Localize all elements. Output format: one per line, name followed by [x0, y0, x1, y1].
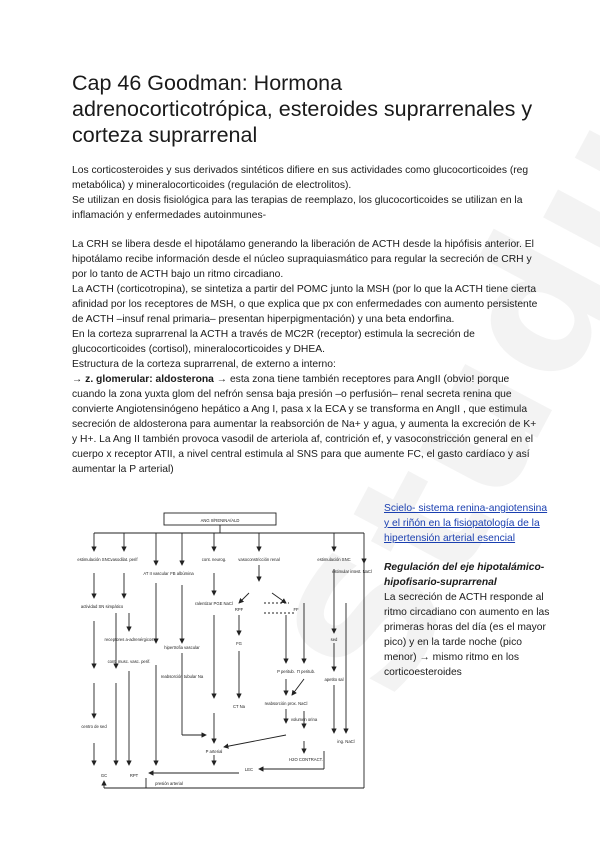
paragraph: La CRH se libera desde el hipotálamo generando la liberación de ACTH desde la hipófisis anterior. El hipotálamo recibe información desde el núcleo supraquiasmático para regular la secreción de CRH y por lo tanto de ACTH bajo un ritmo circadiano. [72, 239, 534, 280]
arrow-icon: → [72, 374, 83, 385]
paragraph: La ACTH (corticotropina), se sintetiza a partir del POMC junto la MSH (por lo que la ACTH tiene cierta afinidad por los receptores de MSH, o que explica que px con enfermedades con aumento persistente de ACTH –insuf renal primaria– presentan hiperpigmentación) y una beta endorfina. [72, 284, 538, 325]
diagram-label: vasodilat. perif [110, 557, 138, 562]
diagram-label: hipertrofia vascular [164, 645, 200, 650]
bold-term: z. glomerular: aldosterona [85, 374, 214, 385]
paragraph: Estructura de la corteza suprarrenal, de externo a interno: [72, 359, 336, 370]
diagram-label: cont. neurog. [201, 557, 227, 562]
page-title: Cap 46 Goodman: Hormona adrenocorticotrópica, esteroides suprarrenales y corteza suprarrenal [72, 71, 533, 147]
paragraph: Los corticosteroides y sus derivados sintéticos difiere en sus actividades como glucocorticoides (reg metabólica) y mineralocorticoides (regulación de electrolitos). [72, 165, 529, 191]
diagram-label: RPF [234, 607, 244, 612]
diagram-label: ANG II/RENINA/ALD [200, 518, 240, 523]
sidebar-subtitle: Regulación del eje hipotalámico-hipofisario-suprarrenal [384, 562, 545, 588]
sidebar-notes [384, 501, 554, 680]
diagram-label: CT Na [232, 704, 246, 709]
diagram-label: volumen orina [290, 717, 318, 722]
diagram-label: vasoconstricción renal [238, 557, 280, 562]
diagram-label: apetito sal [324, 677, 344, 682]
main-text [72, 163, 540, 477]
diagram-label: estimular intest. NaCl [332, 569, 372, 574]
diagram-label: actividad SN simpático [80, 604, 124, 609]
diagram-label: presión arterial [155, 781, 183, 786]
raas-diagram [74, 503, 374, 793]
paragraph-glomerular [72, 372, 540, 477]
sidebar-text: La secreción de ACTH responde al ritmo circadiano con aumento en las primeras horas del día (es el mayor pico) y en la tarde noche (pico menor) → mismo ritmo en los corticoesteroides [384, 592, 550, 678]
paragraph-text: → esta zona tiene también receptores para AngII (obvio! porque cuando la zona yuxta glom del nefrón sensa baja presión –o perfusión– renal secreta renina que convierte Angiotensinógeno hepático a Ang I, pasa x la ECA y se transforma en AngII , que estimula secreción de aldosterona para aumentar la reabsorción de Na+ y agua, y aumenta la excreción de K+ y H+. La Ang II también provoca vasodil de arteriola af, contrición ef, y vasoconstricción general en el cuerpo x receptor ATII, a nivel central estimula al SNS para que aumente FC, el gasto cardíaco y así aumentar la P arterial) [72, 374, 537, 475]
diagram-label: sed [330, 637, 338, 642]
diagram-label: LEC [244, 767, 254, 772]
scielo-link[interactable]: Scielo- sistema renina-angiotensina y el riñón en la fisiopatología de la hipertensión arterial esencial [384, 503, 548, 544]
diagram-label: cont. musc. vasc. perif. [107, 659, 151, 664]
diagram-label: FG [236, 641, 242, 646]
diagram-label: ing. NaCl [337, 739, 355, 744]
diagram-label: H2O CONTRACT. [289, 757, 323, 762]
diagram-label: Π peritub. [296, 669, 316, 674]
diagram-label: FF [293, 607, 299, 612]
diagram-label: reabsorción prox. NaCl [264, 701, 308, 706]
diagram-label: AT II vascular [143, 571, 169, 576]
diagram-label: ralentizar PGE NaCl [195, 601, 233, 606]
paragraph: En la corteza suprarrenal la ACTH a través de MC2R (receptor) estimula la secreción de glucocorticoides (cortisol), mineralocorticoides y DHEA. [72, 329, 475, 355]
diagram-label: reabsorción tubular Na [160, 674, 204, 679]
diagram-label: estimulación SNC [317, 557, 351, 562]
diagram-label: FB albúmina [170, 571, 194, 576]
diagram-label: centro de sed [81, 724, 107, 729]
diagram-label: RPT [129, 773, 139, 778]
diagram-label: estimulación SNC [77, 557, 111, 562]
diagram-label: P peritub. [277, 669, 295, 674]
diagram-label: P arterial [205, 749, 223, 754]
diagram-label: GC [100, 773, 108, 778]
paragraph: Se utilizan en dosis fisiológica para las terapias de reemplazo, los glucocorticoides se utilizan en la inflamación y enfermedades autoinmunes- [72, 195, 523, 221]
diagram-label: receptores a-adrenérgicos [104, 637, 154, 642]
